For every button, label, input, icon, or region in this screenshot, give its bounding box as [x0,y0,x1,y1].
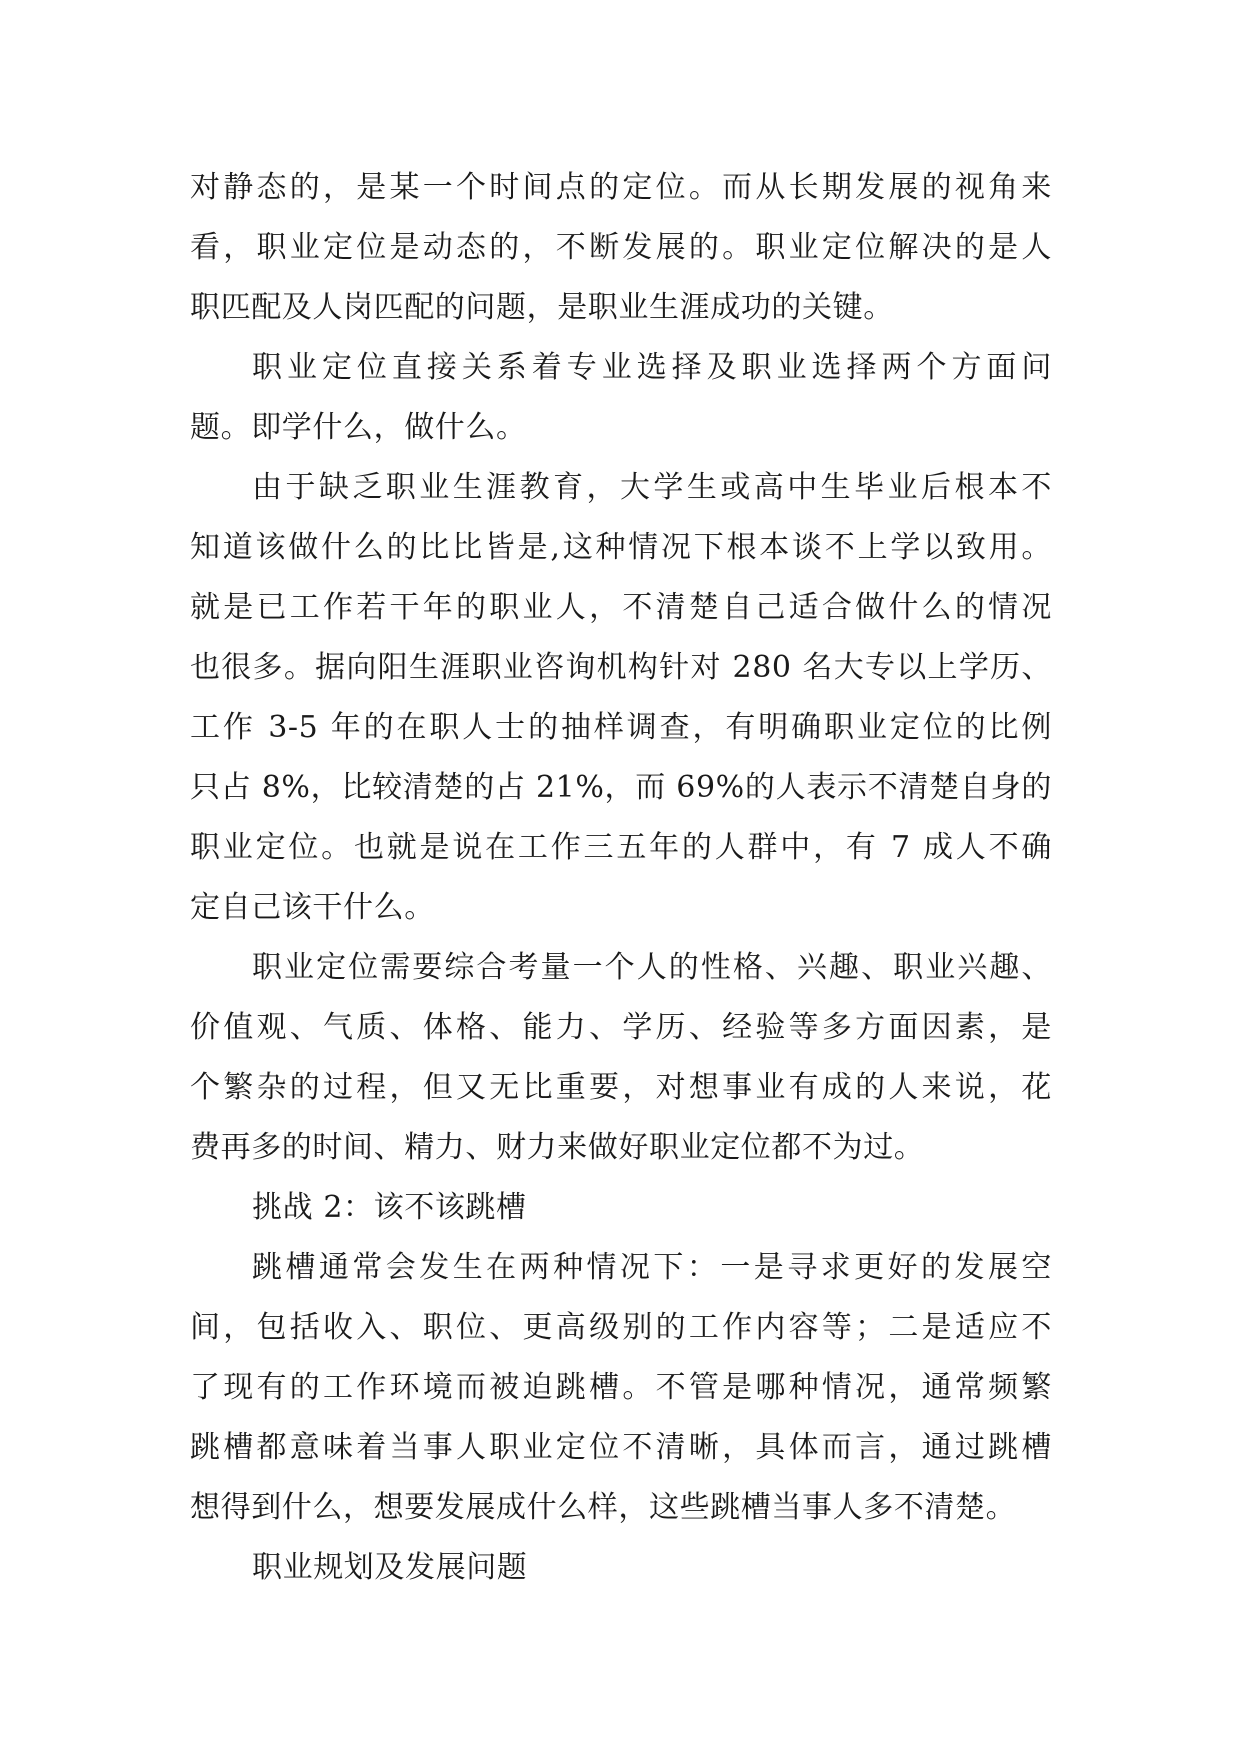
text-line: 价值观、气质、体格、能力、学历、经验等多方面因素，是 [190,1010,1052,1045]
paragraph-6 [190,1238,1052,1538]
paragraph-1 [190,158,1052,338]
text-line: 看，职业定位是动态的，不断发展的。职业定位解决的是人 [190,230,1052,265]
text-line: 定自己该干什么。 [190,890,435,925]
text-line: 间，包括收入、职位、更高级别的工作内容等；二是适应不 [190,1310,1052,1345]
text-line: 知道该做什么的比比皆是,这种情况下根本谈不上学以致用。 [190,530,1052,565]
text-line: 工作 3-5 年的在职人士的抽样调查，有明确职业定位的比例 [190,710,1052,745]
paragraph-5-heading [190,1178,1052,1238]
text-line: 跳槽都意味着当事人职业定位不清晰，具体而言，通过跳槽 [190,1430,1052,1465]
text-line: 职业定位。也就是说在工作三五年的人群中，有 7 成人不确 [190,830,1052,865]
text-line: 职匹配及人岗匹配的问题，是职业生涯成功的关键。 [190,290,894,325]
text-line: 对静态的，是某一个时间点的定位。而从长期发展的视角来 [190,170,1052,205]
document-body [190,158,1052,1598]
text-line: 个繁杂的过程，但又无比重要，对想事业有成的人来说，花 [190,1070,1052,1105]
text-line: 费再多的时间、精力、财力来做好职业定位都不为过。 [190,1130,925,1165]
text-line: 也很多。据向阳生涯职业咨询机构针对 280 名大专以上学历、 [190,650,1052,685]
text-line: 跳槽通常会发生在两种情况下：一是寻求更好的发展空 [252,1250,1052,1285]
text-line: 职业定位直接关系着专业选择及职业选择两个方面问 [252,350,1052,385]
text-line: 由于缺乏职业生涯教育，大学生或高中生毕业后根本不 [252,470,1052,505]
text-line: 只占 8%，比较清楚的占 21%，而 69%的人表示不清楚自身的 [190,770,1052,805]
section-heading: 挑战 2：该不该跳槽 [252,1190,527,1225]
paragraph-3 [190,458,1052,938]
text-line: 职业定位需要综合考量一个人的性格、兴趣、职业兴趣、 [252,950,1052,985]
section-heading: 职业规划及发展问题 [252,1550,528,1585]
paragraph-4 [190,938,1052,1178]
text-line: 想得到什么，想要发展成什么样，这些跳槽当事人多不清楚。 [190,1490,1017,1525]
paragraph-2 [190,338,1052,458]
text-line: 题。即学什么，做什么。 [190,410,527,445]
text-line: 就是已工作若干年的职业人，不清楚自己适合做什么的情况 [190,590,1052,625]
paragraph-7-heading [190,1538,1052,1598]
text-line: 了现有的工作环境而被迫跳槽。不管是哪种情况，通常频繁 [190,1370,1052,1405]
